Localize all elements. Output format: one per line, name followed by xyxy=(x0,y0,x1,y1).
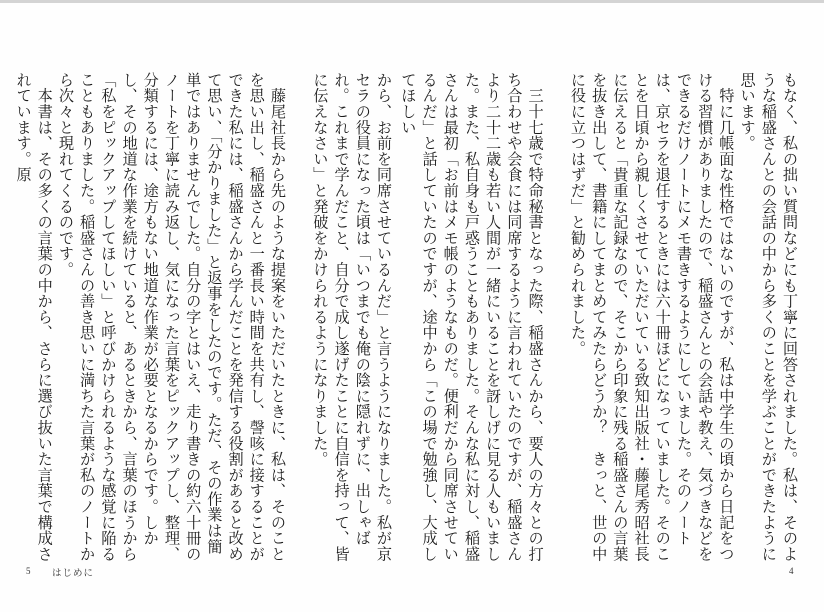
right-page xyxy=(399,72,800,562)
left-page-number: 5 xyxy=(26,566,31,576)
running-title: はじめに xyxy=(52,568,95,579)
left-page-body-text: から、お前を同席させているんだ」と言うようになりました。私が京セラの役員になった頃は「いつまでも俺の陰に隠れずに、出しゃばれ。これまで学んだこと、自分で成し遂げたことに自信を持って、皆に伝えなさい」と発破をかけられるようになりました。 藤尾社長から先のような提案をいただいたときに、私は、そのことを思い出し、稲盛さんと一番長い時間を共有し、謦咳に接することができた私には、稲盛さんから学んだことを発信する役割があると改めて思い、「分かりました」と返事をしたのです。ただ、その作業は簡単ではありませんでした。自分の字とはいえ、走り書きの約六十冊のノートを丁寧に読み返し、気になった言葉をピックアップし、整理、分類するには、途方もない地道な作業が必要となるからです。しかし、その地道な作業を続けていると、あるときから、言葉のほうから「私をピックアップしてほしい」と呼びかけられるような感覚に陥ることもありました。稲盛さんの善き思いに満ちた言葉が私のノートから次々と現れてくるのです。 本書は、その多くの言葉の中から、さらに選び抜いた言葉で構成されています。原 xyxy=(14,72,393,562)
right-page-body-text: もなく、私の拙い質問などにも丁寧に回答されました。私は、そのような稲盛さんとの会話の中から多くのことを学ぶことができたように思います。 特に几帳面な性格ではないのですが、私は中学生の頃から日記をつける習慣がありましたので、稲盛さんとの会話や教え、気づきなどをできるだけノートにメモ書きするようにしていました。そのノートは、京セラを退任するときには六十冊ほどになっていました。そのことを日頃から親しくさせていただいている致知出版社・藤尾秀昭社長に伝えると「貴重な記録なので、そこから印象に残る稲盛さんの言葉を抜き出して、書籍にしてまとめてみたらどうか？ きっと、世の中に役に立つはずだ」と勧められました。 三十七歳で特命秘書となった際、稲盛さんから、要人の方々との打ち合わせや会食には同席するように言われていたのですが、稲盛さんより二十二歳も若い人間が一緒にいることを訝しげに見る人もいました。また、私自身も戸惑うこともありました。そんな私に対し、稲盛さんは最初「お前はメモ帳のようなものだ。便利だから同席させているんだ」と話していたのですが、途中から「この場で勉強し、大成してほしい xyxy=(399,72,799,562)
right-page-number: 4 xyxy=(789,566,794,576)
left-page xyxy=(14,72,394,562)
